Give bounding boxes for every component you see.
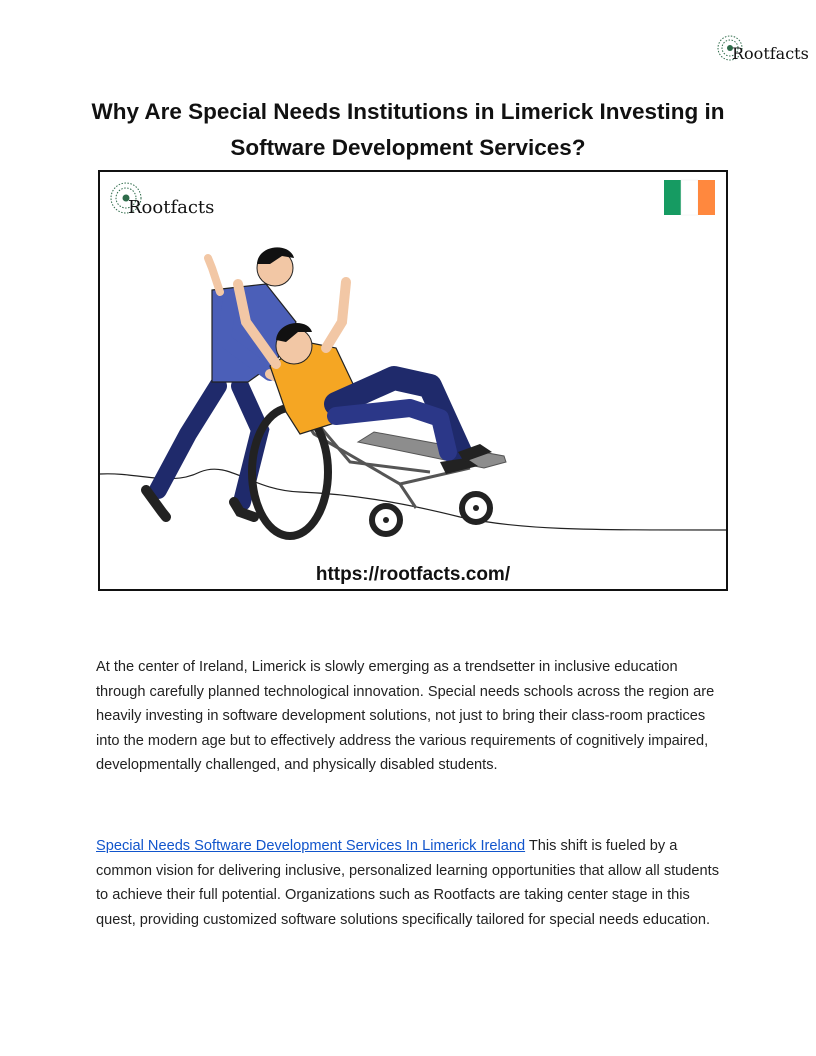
body-paragraph-with-link [96,834,724,932]
wheelchair-illustration [100,172,726,589]
paragraph-2-text: This shift is fueled by a common vision for delivering inclusive, personalized learning opportunities that allow all students to achieve their full potential. Organizations such as Rootfacts are taking center stage in this quest, providing customized software solutions specifically tailored for special needs education. [96,838,719,928]
hero-banner [98,170,728,591]
banner-logo [111,183,214,218]
ireland-flag-icon [664,180,715,215]
banner-url-text: https://rootfacts.com/ [315,564,511,585]
header-logo-text: Rootfacts [732,44,808,63]
banner-logo-text: Rootfacts [128,197,215,218]
rootfacts-logo-icon [716,32,808,76]
header-logo [716,32,808,76]
page-title: Why Are Special Needs Institutions in Limerick Investing in Software Development Services? [91,99,725,160]
service-link[interactable]: Special Needs Software Development Services In Limerick Ireland [96,838,526,854]
body-paragraph: At the center of Ireland, Limerick is slowly emerging as a trendsetter in inclusive education through carefully planned technological innovation. Special needs schools across the region are heavily investing in software development solutions, not just to bring their class-room practices into the modern age but to effectively address the various requirements of cognitively impaired, developmentally challenged, and physically disabled students. [96,659,715,774]
